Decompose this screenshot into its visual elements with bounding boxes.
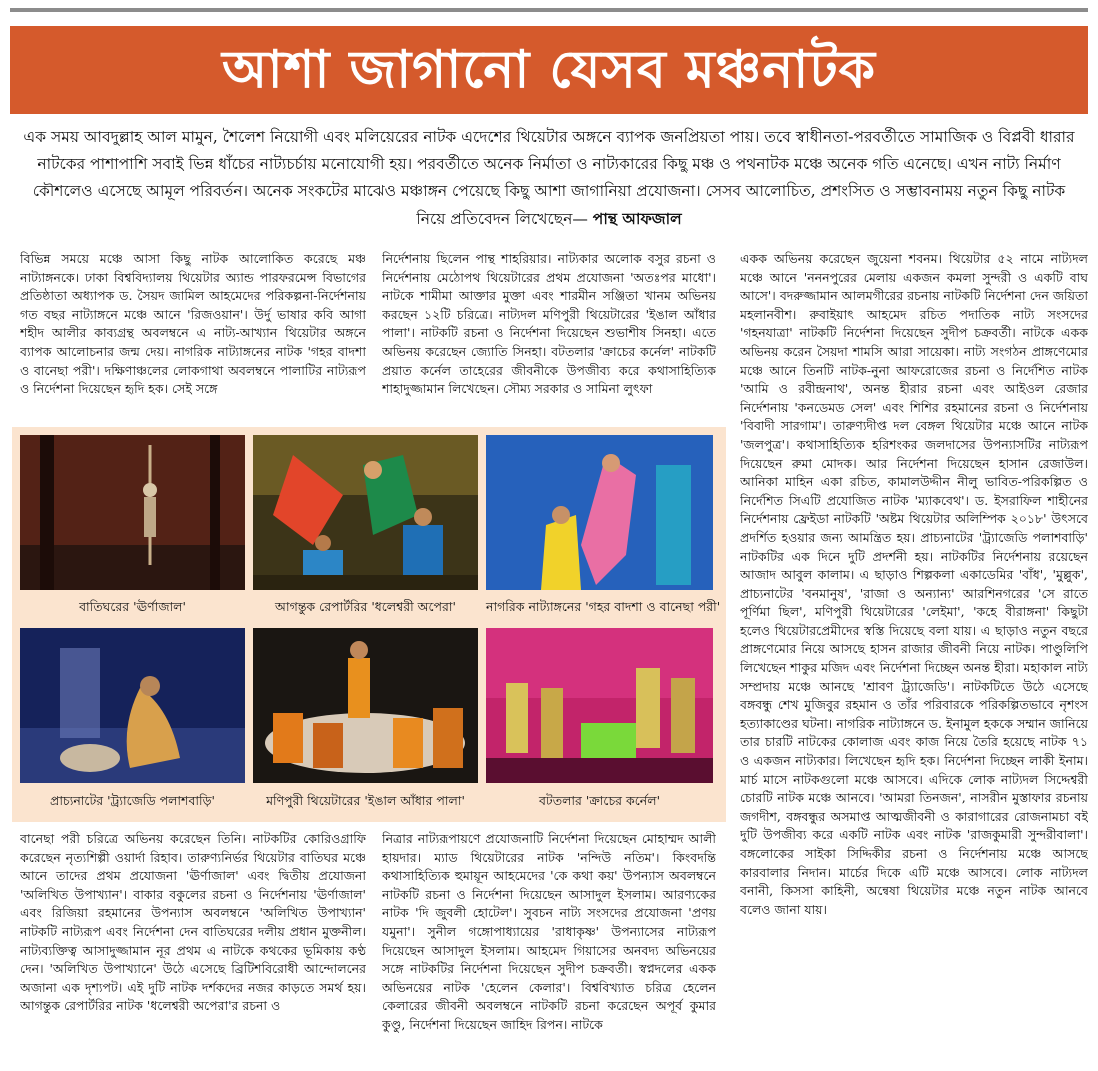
stage-photo-image xyxy=(486,628,713,783)
stage-photo-image xyxy=(486,435,713,590)
column-2-top xyxy=(382,250,716,420)
column-1-top-text: বিভিন্ন সময়ে মঞ্চে আসা কিছু নাটক আলোকিত করেছে মঞ্চ নাট্যাঙ্গনকে। ঢাকা বিশ্ববিদ্যালয় থিয়েটার অ্যান্ড পারফরমেন্স বিভাগের প্রতিষ্ঠাতা অধ্যাপক ড. সৈয়দ জামিল আহমেদের পরিকল্পনা-নির্দেশনায় গত বছর নাট্যাঙ্গনে মঞ্চে আনে 'রিজওয়ান'। উর্দু ভাষার কবি আগা শহীদ আলীর কাব্যগ্রন্থ অবলম্বনে এ নাট্য-আখ্যান থিয়েটার অঙ্গনে ব্যাপক আলোচনার জন্ম দেয়। নাগরিক নাট্যাঙ্গনের নাটক 'গহর বাদশা ও বানেছা পরী'। দক্ষিণাঞ্চলের লোকগাথা অবলম্বনে পালাটির নাট্যরূপ ও নির্দেশনা দিয়েছেন হৃদি হক। সেই সঙ্গে xyxy=(20,251,366,397)
photo-caption-3: নাগরিক নাট্যাঙ্গনের 'গহর বাদশা ও বানেছা পরী' xyxy=(486,599,721,614)
photo-tragedy-palashbari xyxy=(20,628,245,783)
headline-banner xyxy=(10,26,1088,114)
photo-gohar-badsha xyxy=(486,435,713,590)
top-rule xyxy=(10,8,1088,12)
photo-urnajal xyxy=(20,435,245,590)
column-2-bottom xyxy=(382,830,716,1062)
column-2-top-text: নির্দেশনায় ছিলেন পান্থ শাহরিয়ার। নাট্যকার অলোক বসুর রচনা ও নির্দেশনায় মেঠোপথ থিয়েটারের প্রথম প্রযোজনা 'অতঃপর মাধো'। নাটকে শামীমা আক্তার মুক্তা এবং শারমীন সঞ্জিতা খানম অভিনয় করছেন ১২টি চরিত্রে। নাট্যদল মণিপুরী থিয়েটারের 'ইঙাল আঁধার পালা'। নাটকটি রচনা ও নির্দেশনা দিয়েছেন শুভাশীষ সিনহা। এতে অভিনয় করেছেন জ্যোতি সিনহা। বটতলার 'ক্রাচের কর্নেল' নাটকটি প্রয়াত কর্নেল তাহেরের জীবনীকে উপজীব্য করে কথাসাহিত্যিক শাহাদুজ্জামান লিখেছেন। সৌম্য সরকার ও সামিনা লুৎফা xyxy=(382,251,716,397)
stage-photo-image xyxy=(20,435,245,590)
photo-cratcher-colonel xyxy=(486,628,713,783)
column-1-bottom-text: বানেছা পরী চরিত্রে অভিনয় করেছেন তিনি। নাটকটির কোরিওগ্রাফি করেছেন নৃত্যশিল্পী ওয়ার্দা রিহাব। তারুণ্যনির্ভর থিয়েটার বাতিঘর মঞ্চে আনে তাদের প্রথম প্রযোজনা 'ঊর্ণাজাল' এবং দ্বিতীয় প্রযোজনা 'অলিখিত উপাখ্যান'। বাকার বকুলের রচনা ও নির্দেশনায় 'ঊর্ণাজাল' এবং রিজিয়া রহমানের উপন্যাস অবলম্বনে 'অলিখিত উপাখ্যান' নাটকটি নাট্যরূপ এবং নির্দেশনা দেন বাতিঘরের দলীয় প্রধান মুক্তনীল। নাট্যব্যক্তিত্ব আসাদুজ্জামান নূর প্রথম এ নাটকে কথকের ভূমিকায় কণ্ঠ দেন। 'অলিখিত উপাখ্যানে' উঠে এসেছে ব্রিটিশবিরোধী আন্দোলনের অজানা এক দৃশ্যপট। এই দুটি নাটক দর্শকদের নজর কাড়তে সমর্থ হয়। আগন্তুক রেপার্টরির নাটক 'ধলেশ্বরী অপেরা'র রচনা ও xyxy=(20,831,366,1014)
photo-panel xyxy=(12,427,726,822)
intro-text: এক সময় আবদুল্লাহ আল মামুন, শৈলেশ নিয়োগী এবং মলিয়েরের নাটক এদেশের থিয়েটার অঙ্গনে ব্যাপক জনপ্রিয়তা পায়। তবে স্বাধীনতা-পরবর্তীতে সামাজিক ও বিপ্লবী ধারার নাটকের পাশাপাশি সবাই ভিন্ন ধাঁচের নাট্যচর্চায় মনোযোগী হয়। পরবর্তীতে অনেক নির্মাতা ও নাট্যকারের কিছু মঞ্চ ও পথনাটক মঞ্চে অনেক গতি এনেছে। এখন নাট্য নির্মাণ কৌশলেও এসেছে আমূল পরিবর্তন। অনেক সংকটের মাঝেও মঞ্চাঙ্গন পেয়েছে কিছু আশা জাগানিয়া প্রযোজনা। সেসব আলোচিত, প্রশংসিত ও সম্ভাবনাময় নতুন কিছু নাটক নিয়ে প্রতিবেদন লিখেছেন— xyxy=(23,128,1075,228)
column-3-text: একক অভিনয় করেছেন জুয়েনা শবনম। থিয়েটার ৫২ নামে নাট্যদল মঞ্চে আনে 'নননপুরের মেলায় একজন কমলা সুন্দরী ও একটি বাঘ আসে'। বদরুজ্জামান আলমগীরের রচনায় নাটকটি নির্দেশনা দেন জয়িতা মহলানবীশ। রুবাইয়াৎ আহমেদ রচিত পদাতিক নাট্য সংসদের 'গহনযাত্রা' নাটকটি নির্দেশনা দিয়েছেন সুদীপ চক্রবর্তী। নাটকে একক অভিনয় করেন সৈয়দা শামসি আরা সায়েকা। নাট্য সংগঠন প্রাঙ্গণেমোর মঞ্চে আনে তিনটি নাটক-নুনা আফরোজের রচনা ও নির্দেশিত নাটক 'আমি ও রবীন্দ্রনাথ', অনন্ত হীরার রচনা এবং আইওল রেজার নির্দেশনায় 'কনডেমড সেল' এবং শিশির রহমানের রচনা ও নির্দেশনায় 'বিবাদী সারগাম'। তারুণ্যদীপ্ত দল বেঙ্গল থিয়েটার মঞ্চে আনে নাটক 'জলপুত্র'। কথাসাহিত্যিক হরিশংকর জলদাসের উপন্যাসটির নাট্যরূপ দিয়েছেন রুমা মোদক। আর নির্দেশনা দিয়েছেন হাসান রেজাউল। আনিকা মাহিন একা রচিত, কামালউদ্দীন নীলু ভাবিত-পরিকল্পিত ও নির্দেশিত সিএটি প্রযোজিত নাটক 'ম্যাকবেথ'। ড. ইসরাফিল শাহীনের নির্দেশনায় ফ্রেইডা নাটকটি 'অষ্টম থিয়েটার অলিম্পিক ২০১৮' উৎসবে প্রদর্শিত হওয়ার জন্য আমন্ত্রিত হয়। প্রাচ্যনাটের 'ট্র্যাজেডি পলাশবাড়ি' নাটকটির এক দিনে দুটি প্রদর্শনী হয়। নাটকটির নির্দেশনায় রয়েছেন আজাদ আবুল কালাম। এ ছাড়াও শিল্পকলা একাডেমির 'বাঁধ', 'মুল্লুক', প্রাচ্যনাটের 'বনমানুষ', 'রাজা ও অন্যান্য' আরশিনগরের 'সে রাতে পূর্ণিমা ছিল', মণিপুরী থিয়েটারের 'লেইমা', 'কহে বীরাঙ্গনা' কিছুটা হলেও থিয়েটারপ্রেমীদের স্বস্তি দিয়েছে বলা যায়। এ ছাড়াও নতুন বছরে প্রাঙ্গণেমোর নিয়ে আসছে হাসন রাজার জীবনী নিয়ে নাটক। পাণ্ডুলিপি লিখেছেন শাকুর মজিদ এবং নির্দেশনা দিচ্ছেন অনন্ত হীরা। মহাকাল নাট্য সম্প্রদায় মঞ্চে আনছে 'শ্রাবণ ট্র্যাজেডি'। নাটকটিতে উঠে এসেছে বঙ্গবন্ধু শেখ মুজিবুর রহমান ও তাঁর পরিবারকে পরিকল্পিতভাবে নৃশংস হত্যাকাণ্ডের ঘটনা। নাগরিক নাট্যাঙ্গনে ড. ইনামুল হককে সম্মান জানিয়ে তার চারটি নাটকের কোলাজ এবং কাজ নিয়ে তৈরি হয়েছে নাটক ৭১ ও একজন নাট্যকার। লিখেছেন হৃদি হক। নির্দেশনা দিচ্ছেন লাকী ইনাম। মার্চ মাসে নাটকগুলো মঞ্চে আসবে। এদিকে লোক নাট্যদল সিদ্দেশ্বরী চোরটি নাটক মঞ্চে আনবে। 'আমরা তিনজন', নাসরীন মুস্তাফার রচনায় জগদীশ, বঙ্গবন্ধুর অসমাপ্ত আত্মজীবনী ও কারাগারের রোজনামচা বই দুটি উপজীব্য করে একটি নাটক এবং নাটক 'রাজকুমারী সুন্দরীবালা'। বঙ্গলোকের সাইকা সিদ্দিকীর রচনা ও নির্দেশনায় মঞ্চে আসছে কারবালার নিদান। মার্চের দিকে এটি মঞ্চে আসবে। লোক নাট্যদল বনানী, কিসসা কাহিনী, অন্বেষা থিয়েটার মঞ্চে নতুন নাটক আনবে বলেও জানা যায়। xyxy=(740,251,1088,917)
intro-paragraph xyxy=(20,124,1078,240)
photo-ingal-adhar-pala xyxy=(253,628,478,783)
byline: পান্থ আফজাল xyxy=(592,209,682,228)
photo-caption-2: আগন্তুক রেপার্টরির 'ধলেশ্বরী অপেরা' xyxy=(275,599,456,614)
column-2-bottom-text: নিত্রার নাট্যরূপায়ণে প্রযোজনাটি নির্দেশনা দিয়েছেন মোহাম্মদ আলী হায়দার। ম্যাড থিয়েটারের নাটক 'নন্দিউ নতিম'। কিংবদন্তি কথাসাহিত্যিক হুমায়ূন আহমেদের 'কে কথা কয়' উপন্যাস অবলম্বনে নাটকটি রচনা ও নির্দেশনা দিয়েছেন আসাদুল ইসলাম। আরণ্যকের নাটক 'দি জুবলী হোটেল'। সুবচন নাট্য সংসদের প্রযোজনা 'প্রণয় যমুনা'। সুনীল গঙ্গোপাধ্যায়ের 'রাধাকৃষ্ণ' উপন্যাসের নাট্যরূপ দিয়েছেন আসাদুল ইসলাম। আহমেদ গিয়াসের অনবদ্য অভিনয়ের সঙ্গে নাটকটির নির্দেশনা দিয়েছেন সুদীপ চক্রবর্তী। স্বপ্নদলের একক অভিনয়ের নাটক 'হেলেন কেলার'। বিশ্ববিখ্যাত চরিত্র হেলেন কেলারের জীবনী অবলম্বনে নাটকটি রচনা করেছেন অপূর্ব কুমার কুণ্ডু, নির্দেশনা দিয়েছেন জাহিদ রিপন। নাটকে xyxy=(382,831,716,1032)
stage-photo-image xyxy=(20,628,245,783)
headline: আশা জাগানো যেসব মঞ্চনাটক xyxy=(221,40,877,100)
photo-caption-5: মণিপুরী থিয়েটারের 'ইঙাল আঁধার পালা' xyxy=(266,793,465,808)
photo-caption-4: প্রাচ্যনাটের 'ট্র্যাজেডি পলাশবাড়ি' xyxy=(50,793,215,808)
column-1-top xyxy=(20,250,366,420)
photo-caption-1: বাতিঘরের 'ঊর্ণাজাল' xyxy=(79,599,186,614)
photo-dhaleshwari-opera xyxy=(253,435,478,590)
column-1-bottom xyxy=(20,830,366,1062)
stage-photo-image xyxy=(253,628,478,783)
stage-photo-image xyxy=(253,435,478,590)
column-3 xyxy=(740,250,1088,1060)
photo-caption-6: বটতলার 'ক্রাচের কর্নেল' xyxy=(538,793,661,808)
